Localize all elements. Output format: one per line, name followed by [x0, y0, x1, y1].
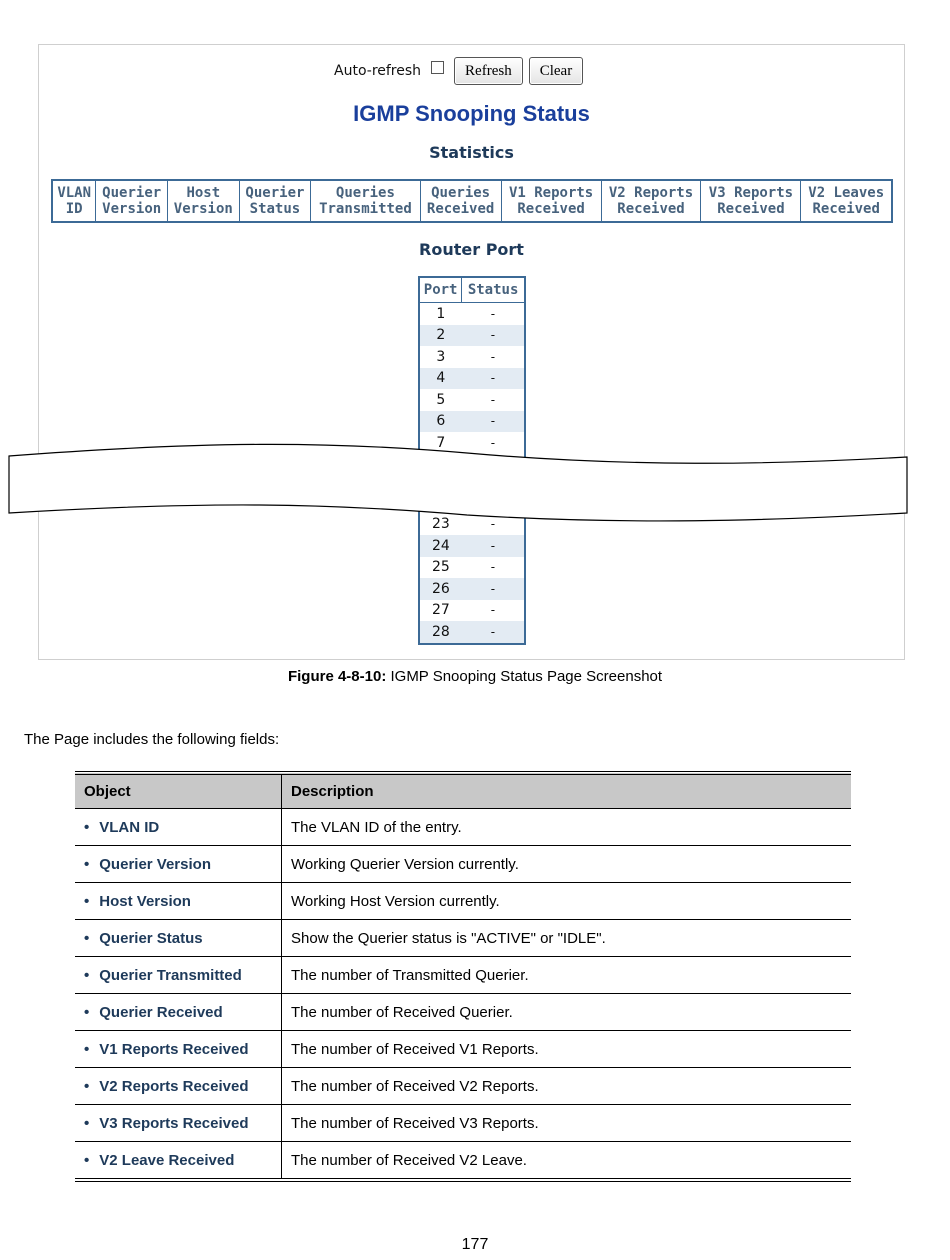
port-status: - [490, 517, 496, 532]
statistics-column-header [601, 180, 701, 222]
statistics-column-header [311, 180, 420, 222]
status-header: Status [462, 277, 525, 303]
port-status: - [462, 621, 525, 644]
field-row [75, 1105, 851, 1142]
field-object-cell [75, 994, 282, 1031]
router-port-row [419, 578, 525, 600]
field-object-cell [75, 1068, 282, 1105]
field-object-cell [75, 883, 282, 920]
field-description: The number of Received V2 Reports. [282, 1068, 852, 1105]
page-break-ribbon [7, 443, 911, 525]
field-object-cell [75, 1105, 282, 1142]
field-description: Working Host Version currently. [282, 883, 852, 920]
header-line: Status [249, 201, 301, 217]
field-row [75, 1142, 851, 1181]
field-description: The number of Received V1 Reports. [282, 1031, 852, 1068]
figure-caption [0, 668, 950, 685]
port-status: - [490, 306, 496, 321]
header-line: ID [65, 201, 83, 217]
header-line: Querier [245, 185, 305, 201]
refresh-button[interactable]: Refresh [454, 57, 523, 85]
router-port-row [419, 325, 525, 347]
bullet-icon: • [84, 929, 90, 947]
statistics-column-header [96, 180, 168, 222]
port-status: - [490, 603, 496, 618]
port-status: - [462, 535, 525, 557]
header-line: V2 Reports [608, 185, 694, 201]
router-port-row [419, 368, 525, 390]
bullet-icon: • [84, 818, 90, 836]
bullet-icon: • [84, 966, 90, 984]
port-status: - [490, 435, 496, 450]
header-line: V3 Reports [708, 185, 794, 201]
header-line: Version [173, 201, 233, 217]
bullet-icon: • [84, 1077, 90, 1095]
statistics-column-header [501, 180, 601, 222]
page-title: IGMP Snooping Status [353, 101, 590, 126]
field-row [75, 957, 851, 994]
field-row [75, 846, 851, 883]
header-line: Received [426, 201, 495, 217]
field-object-name: V2 Reports Received [99, 1077, 249, 1095]
field-object-cell [75, 1142, 282, 1181]
port-status: - [490, 560, 496, 575]
port-number: 5 [436, 391, 446, 408]
router-port-row [419, 535, 525, 557]
fields-table [75, 771, 851, 1182]
toolbar [334, 57, 583, 85]
field-object-name: V1 Reports Received [99, 1040, 249, 1058]
port-status: - [462, 325, 525, 347]
field-object-name: VLAN ID [99, 818, 160, 836]
header-line: Querier [102, 185, 162, 201]
field-object-name: V2 Leave Received [99, 1151, 235, 1169]
port-number: 26 [419, 578, 462, 600]
port-number: 2 [419, 325, 462, 347]
router-port-row [419, 411, 525, 433]
header-line: Host [186, 185, 221, 201]
header-line: VLAN [57, 185, 92, 201]
auto-refresh-label: Auto-refresh [334, 63, 422, 79]
port-number: 4 [419, 368, 462, 390]
field-row [75, 809, 851, 846]
statistics-column-header [801, 180, 892, 222]
port-header: Port [419, 277, 462, 303]
statistics-column-header [168, 180, 240, 222]
header-line: Received [617, 201, 685, 217]
field-object-name: Querier Version [99, 855, 211, 873]
auto-refresh-checkbox[interactable] [431, 61, 444, 74]
bullet-icon: • [84, 855, 90, 873]
statistics-column-header [420, 180, 501, 222]
port-status: - [462, 368, 525, 390]
port-number: 23 [431, 516, 450, 533]
port-number: 7 [436, 434, 446, 451]
field-object-cell [75, 809, 282, 846]
statistics-header-row [52, 180, 892, 222]
port-number: 27 [431, 602, 450, 619]
statistics-column-header [701, 180, 801, 222]
field-description: The number of Received V3 Reports. [282, 1105, 852, 1142]
field-description: The number of Received V2 Leave. [291, 1151, 527, 1169]
field-object-cell [75, 1031, 282, 1068]
field-row [75, 920, 851, 957]
port-status: - [490, 392, 496, 407]
field-object-name: V3 Reports Received [99, 1114, 249, 1132]
header-line: Transmitted [319, 201, 412, 217]
port-status: - [462, 411, 525, 433]
bullet-icon: • [84, 1151, 90, 1169]
header-line: V1 Reports [508, 185, 594, 201]
port-number: 3 [436, 348, 446, 365]
bullet-icon: • [84, 1040, 90, 1058]
port-number: 28 [419, 621, 462, 644]
field-object-cell [75, 846, 282, 883]
header-line: Received [517, 201, 585, 217]
field-object-name: Querier Status [99, 929, 203, 947]
router-port-row [419, 557, 525, 579]
figure-label: Figure 4-8-10: [287, 668, 387, 685]
field-row [75, 1068, 851, 1105]
port-number: 1 [436, 305, 446, 322]
field-object-cell [75, 920, 282, 957]
header-line: Queries [335, 185, 395, 201]
statistics-table [51, 179, 893, 223]
router-port-title: Router Port [419, 240, 524, 259]
port-number: 24 [419, 535, 462, 557]
field-row [75, 994, 851, 1031]
page-number: 177 [461, 1236, 489, 1253]
intro-text: The Page includes the following fields: [24, 731, 280, 748]
statistics-column-header [52, 180, 96, 222]
field-description: The number of Transmitted Querier. [282, 957, 852, 994]
statistics-column-header [239, 180, 311, 222]
router-port-row [419, 389, 525, 411]
statistics-title: Statistics [429, 143, 514, 162]
field-description: The VLAN ID of the entry. [282, 809, 852, 846]
bullet-icon: • [84, 892, 90, 910]
bullet-icon: • [84, 1003, 90, 1021]
header-line: V2 Leaves [808, 185, 885, 201]
field-object-cell [75, 957, 282, 994]
router-port-row [419, 303, 525, 325]
description-header: Description [282, 773, 852, 809]
fields-header-row [75, 773, 851, 809]
router-port-row [419, 346, 525, 368]
router-port-row [419, 600, 525, 622]
clear-button[interactable]: Clear [529, 57, 583, 85]
port-status: - [462, 578, 525, 600]
figure-text: IGMP Snooping Status Page Screenshot [386, 668, 663, 685]
header-line: Version [102, 201, 162, 217]
router-port-header-row [419, 277, 525, 303]
field-description: Working Querier Version currently. [282, 846, 852, 883]
port-number: 6 [419, 411, 462, 433]
bullet-icon: • [84, 1114, 90, 1132]
header-line: Received [812, 201, 880, 217]
field-description: The number of Received Querier. [282, 994, 852, 1031]
field-object-name: Querier Transmitted [99, 966, 242, 984]
header-line: Received [717, 201, 785, 217]
field-row [75, 883, 851, 920]
igmp-status-screenshot [38, 44, 905, 660]
field-description: Show the Querier status is "ACTIVE" or "IDLE". [282, 920, 852, 957]
port-number: 25 [431, 559, 450, 576]
router-port-row [419, 621, 525, 644]
field-row [75, 1031, 851, 1068]
field-object-name: Querier Received [99, 1003, 223, 1021]
port-status: - [490, 349, 496, 364]
object-header: Object [75, 773, 282, 809]
header-line: Queries [431, 185, 491, 201]
field-object-name: Host Version [99, 892, 191, 910]
